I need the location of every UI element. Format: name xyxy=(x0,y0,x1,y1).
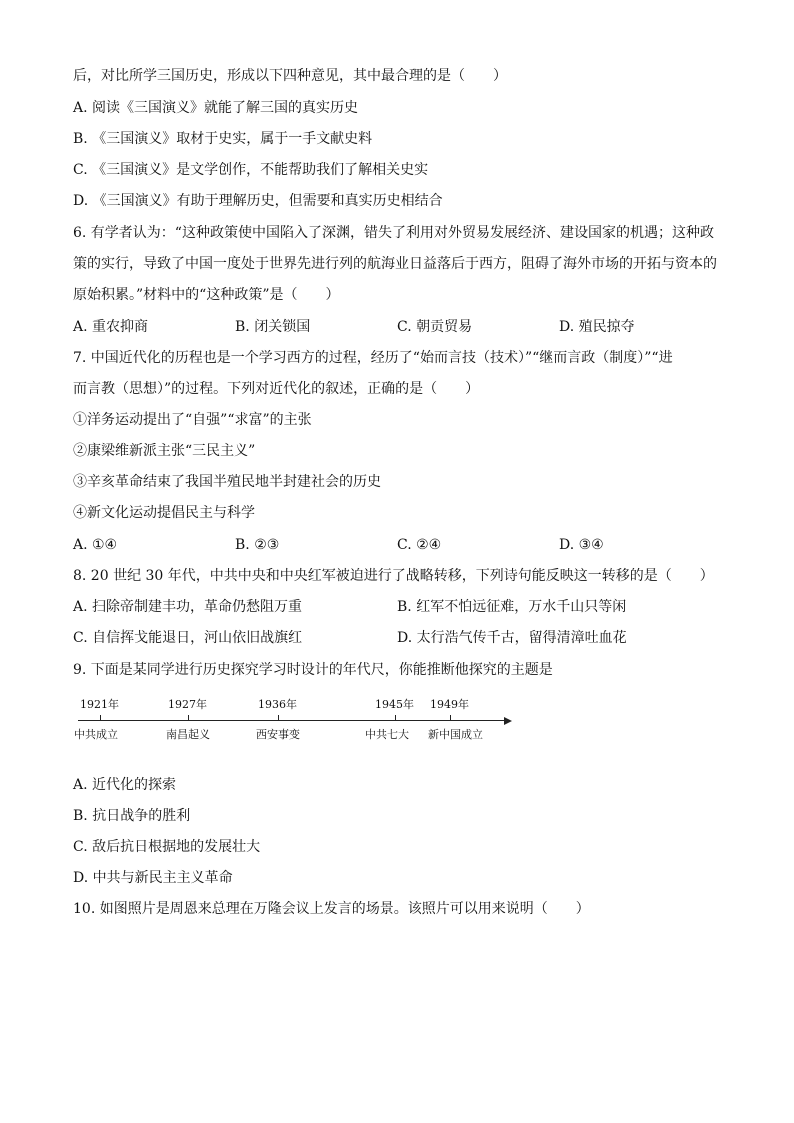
q7-option-a: A. ①④ xyxy=(73,537,118,553)
q8-option-c: C. 自信挥戈能退日，河山依旧战旗红 xyxy=(73,630,303,646)
timeline-year: 1921年 xyxy=(80,698,119,711)
timeline-tick xyxy=(450,715,451,721)
timeline-arrow-icon xyxy=(504,717,512,725)
timeline-tick xyxy=(395,715,396,721)
timeline-tick xyxy=(188,715,189,721)
q7-option-d: D. ③④ xyxy=(559,537,604,553)
q5-option-c: C. 《三国演义》是文学创作，不能帮助我们了解相关史实 xyxy=(73,162,429,178)
q7-option-b: B. ②③ xyxy=(235,537,280,553)
q9-stem: 9. 下面是某同学进行历史探究学习时设计的年代尺，你能推断他探究的主题是 xyxy=(73,662,553,678)
q7-item-3: ③辛亥革命结束了我国半殖民地半封建社会的历史 xyxy=(73,474,381,490)
timeline-ruler xyxy=(70,698,520,748)
timeline-event: 新中国成立 xyxy=(428,728,483,741)
q6-stem-line-1: 6. 有学者认为：“这种政策使中国陷入了深渊，错失了利用对外贸易发展经济、建设国家的机遇；这种政 xyxy=(73,225,714,241)
q9-option-b: B. 抗日战争的胜利 xyxy=(73,808,191,824)
q10-stem: 10. 如图照片是周恩来总理在万隆会议上发言的场景。该照片可以用来说明（ ） xyxy=(73,901,590,917)
q9-option-a: A. 近代化的探索 xyxy=(73,777,177,793)
q6-option-d: D. 殖民掠夺 xyxy=(559,319,635,335)
q6-stem-line-2: 策的实行，导致了中国一度处于世界先进行列的航海业日益落后于西方，阻碍了海外市场的开拓与资本的 xyxy=(73,256,717,272)
timeline-tick xyxy=(100,715,101,721)
q7-stem-line-2: 而言教（思想）”的过程。下列对近代化的叙述，正确的是（ ） xyxy=(73,381,480,397)
timeline-tick xyxy=(278,715,279,721)
q8-option-b: B. 红军不怕远征难，万水千山只等闲 xyxy=(397,599,627,615)
q7-item-1: ①洋务运动提出了“自强”“求富”的主张 xyxy=(73,412,312,428)
q8-stem: 8. 20 世纪 30 年代，中共中央和中央红军被迫进行了战略转移，下列诗句能反映这一转移的是（ ） xyxy=(73,568,714,584)
q8-option-d: D. 太行浩气传千古，留得清漳吐血花 xyxy=(397,630,627,646)
q7-item-2: ②康梁维新派主张“三民主义” xyxy=(73,443,256,459)
q5-stem-tail: 后，对比所学三国历史，形成以下四种意见，其中最合理的是（ ） xyxy=(73,68,507,84)
q9-option-c: C. 敌后抗日根据地的发展壮大 xyxy=(73,839,261,855)
q5-option-a: A. 阅读《三国演义》就能了解三国的真实历史 xyxy=(73,100,359,116)
q5-option-d: D. 《三国演义》有助于理解历史，但需要和真实历史相结合 xyxy=(73,193,443,209)
timeline-event: 中共七大 xyxy=(365,728,409,741)
timeline-year: 1927年 xyxy=(168,698,207,711)
q6-option-b: B. 闭关锁国 xyxy=(235,319,311,335)
timeline-axis xyxy=(78,720,506,721)
q7-item-4: ④新文化运动提倡民主与科学 xyxy=(73,505,255,521)
q6-option-a: A. 重农抑商 xyxy=(73,319,149,335)
q7-option-c: C. ②④ xyxy=(397,537,442,553)
timeline-year: 1949年 xyxy=(430,698,469,711)
timeline-year: 1936年 xyxy=(258,698,297,711)
timeline-event: 西安事变 xyxy=(256,728,300,741)
timeline-year: 1945年 xyxy=(375,698,414,711)
q7-stem-line-1: 7. 中国近代化的历程也是一个学习西方的过程，经历了“始而言技（技术）”“继而言政（制度）”“进 xyxy=(73,350,673,366)
q8-option-a: A. 扫除帝制建丰功，革命仍愁阻万重 xyxy=(73,599,303,615)
q9-option-d: D. 中共与新民主主义革命 xyxy=(73,870,233,886)
timeline-event: 南昌起义 xyxy=(166,728,210,741)
q6-stem-line-3: 原始积累。”材料中的“这种政策”是（ ） xyxy=(73,287,340,303)
q5-option-b: B. 《三国演义》取材于史实，属于一手文献史料 xyxy=(73,131,373,147)
q6-option-c: C. 朝贡贸易 xyxy=(397,319,473,335)
timeline-event: 中共成立 xyxy=(74,728,118,741)
